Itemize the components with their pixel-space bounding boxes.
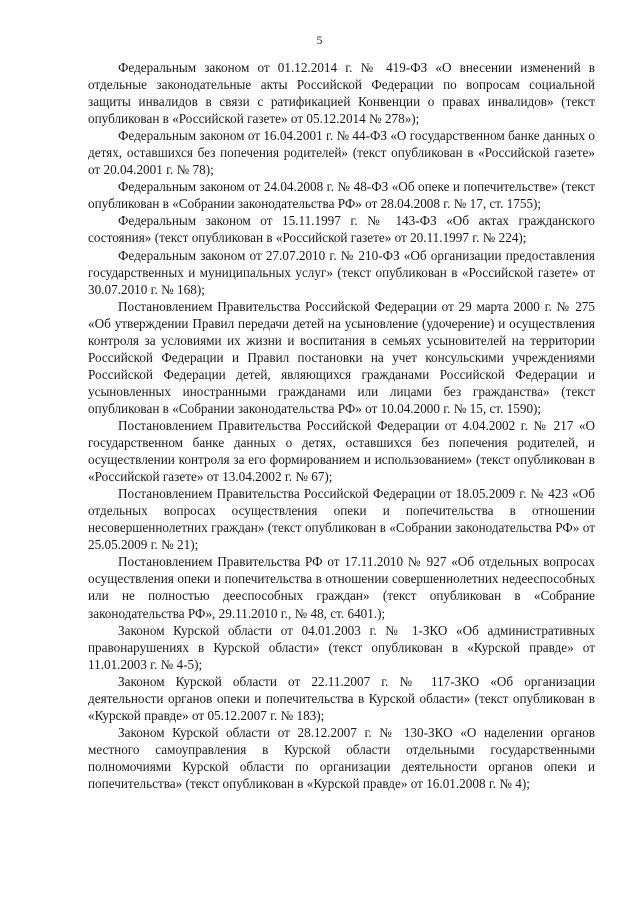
paragraph-federal-law-48: Федеральным законом от 24.04.2008 г. № 48-ФЗ «Об опеке и попечительстве» (текст опубликован в «Собрании законодательства РФ» от 28.04.2008 г. № 17, ст. 1755); bbox=[88, 179, 595, 212]
paragraph-federal-law-143: Федеральным законом от 15.11.1997 г. № 143-ФЗ «Об актах гражданского состояния» (текст опубликован в «Российской газете» от 20.11.1997 г. № 224); bbox=[88, 213, 595, 246]
paragraph-federal-law-210: Федеральным законом от 27.07.2010 г. № 210-ФЗ «Об организации предоставления государственных и муниципальных услуг» (текст опубликован в «Российской газете» от 30.07.2010 г. № 168); bbox=[88, 247, 595, 297]
paragraph-government-decree-423: Постановлением Правительства Российской Федерации от 18.05.2009 г. № 423 «Об отдельных вопросах осуществления опеки и попечительства в отношении несовершеннолетних граждан» (текст опубликован в «Собрании законодательства РФ» от 25.05.2009 г. № 21); bbox=[88, 486, 595, 553]
body-text bbox=[88, 59, 595, 792]
page-number: 5 bbox=[316, 35, 323, 47]
paragraph-government-decree-275: Постановлением Правительства Российской Федерации от 29 марта 2000 г. № 275 «Об утверждении Правил передачи детей на усыновление (удочерение) и осуществления контроля за условиями их жизни и воспитания в семьях усыновителей на территории Российской Федерации и Правил постановки на учет консульскими учреждениями Российской Федерации детей, являющихся гражданами Российской Федерации и усыновленных иностранными гражданами или лицами без гражданства» (текст опубликован в «Собрании законодательства РФ» от 10.04.2000 г. № 15, ст. 1590); bbox=[88, 298, 595, 416]
paragraph-federal-law-44: Федеральным законом от 16.04.2001 г. № 44-ФЗ «О государственном банке данных о детях, оставшихся без попечения родителей» (текст опубликован в «Российской газете» от 20.04.2001 г. № 78); bbox=[88, 128, 595, 178]
paragraph-kursk-law-130: Законом Курской области от 28.12.2007 г. № 130-ЗКО «О наделении органов местного самоуправления в Курской области отдельными государственными полномочиями Курской области по организации деятельности органов опеки и попечительства» (текст опубликован в «Курской правде» от 16.01.2008 г. № 4); bbox=[88, 724, 595, 791]
paragraph-federal-law-419: Федеральным законом от 01.12.2014 г. № 419-ФЗ «О внесении изменений в отдельные законодательные акты Российской Федерации по вопросам социальной защиты инвалидов в связи с ратификацией Конвенции о правах инвалидов» (текст опубликован в «Российской газете» от 05.12.2014 № 278»); bbox=[88, 60, 595, 127]
paragraph-government-decree-927: Постановлением Правительства РФ от 17.11.2010 № 927 «Об отдельных вопросах осуществления опеки и попечительства в отношении совершеннолетних недееспособных или не полностью дееспособных граждан» (текст опубликован в «Собрание законодательства РФ», 29.11.2010 г., № 48, ст. 6401.); bbox=[88, 554, 595, 621]
paragraph-kursk-law-117: Законом Курской области от 22.11.2007 г. № 117-ЗКО «Об организации деятельности органов опеки и попечительства в Курской области» (текст опубликован в «Курской правде» от 05.12.2007 г. № 183); bbox=[88, 673, 595, 723]
paragraph-kursk-law-1: Законом Курской области от 04.01.2003 г. № 1-ЗКО «Об административных правонарушениях в Курской области» (текст опубликован в «Курской правде» от 11.01.2003 г. № 4-5); bbox=[88, 622, 595, 672]
paragraph-government-decree-217: Постановлением Правительства Российской Федерации от 4.04.2002 г. № 217 «О государственном банке данных о детях, оставшихся без попечения родителей, и осуществлении контроля за его формированием и использованием» (текст опубликован в «Российской газете» от 13.04.2002 г. № 67); bbox=[88, 417, 595, 485]
